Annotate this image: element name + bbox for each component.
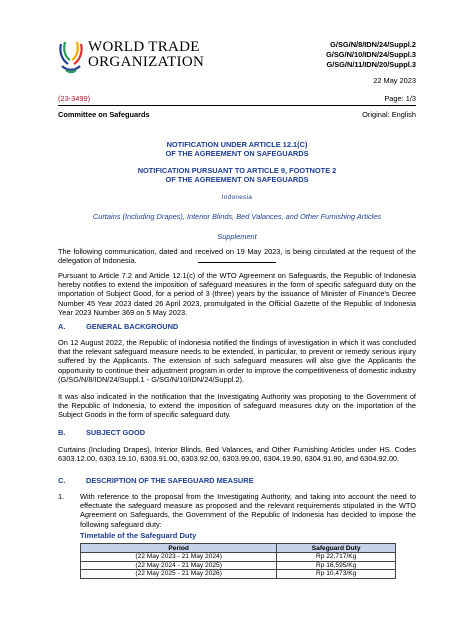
org-name-line2: ORGANIZATION [88,54,205,70]
table-header-duty: Safeguard Duty [277,544,396,553]
section-title: GENERAL BACKGROUND [86,322,179,331]
title-line: OF THE AGREEMENT ON SAFEGUARDS [165,175,309,184]
table-row [81,570,396,579]
divider [198,262,276,263]
table-title: Timetable of the Safeguard Duty [80,531,197,540]
section-c-heading [58,476,254,485]
page-number: Page: 1/3 [384,94,416,103]
section-a-heading [58,322,178,331]
table-cell-duty: Rp 16,595/Kg [277,561,396,570]
wto-logo [58,40,218,76]
job-number: (23-3499) [58,94,91,103]
table-row [81,553,396,562]
item-text: With reference to the proposal from the Investigating Authority, and taking into account the need to effectuate the safeguard measure as proposed and the relevant requirements stipulated in the WTO Agreement on Safeguards, the Government of the Republic of Indonesia has decided to impose the following safeguard duty: [80,492,416,529]
item-number: 1. [58,492,65,501]
title-line: OF THE AGREEMENT ON SAFEGUARDS [165,149,309,158]
section-letter: A. [58,322,66,331]
symbol-line: G/SG/N/8/IDN/24/Suppl.2 [330,40,416,49]
product-title: Curtains (Including Drapes), Interior Blinds, Bed Valances, and Other Furnishing Articles [92,212,382,221]
numbered-item-1 [58,492,416,529]
title-line: NOTIFICATION UNDER ARTICLE 12.1(C) [166,140,308,149]
table-cell-period: (22 May 2024 - 21 May 2025) [81,561,277,570]
notification-title-2 [58,166,416,184]
table-row [81,561,396,570]
title-line: NOTIFICATION PURSUANT TO ARTICLE 9, FOOTNOTE 2 [137,166,337,175]
section-title: SUBJECT GOOD [86,428,146,437]
org-name-line1: WORLD TRADE [88,39,200,55]
section-a-paragraph-1: On 12 August 2022, the Republic of Indonesia notified the findings of investigation in which it was concluded that the relevant safeguard measure needs to be extended, in particular, to prevent or remedy serious injury suffered by the Applicants. The extension of such safeguard measures will also give the Applicants the opportunity to continue their adjustment program in order to improve the competitiveness of domestic industry (G/SG/N/8/IDN/24/Suppl.1 - G/SG/N/10/IDN/24/Suppl.2). [58,338,416,384]
document-symbols [326,40,416,69]
section-letter: B. [58,428,66,437]
committee-name: Committee on Safeguards [58,110,150,119]
notification-title-1 [58,140,416,158]
symbol-line: G/SG/N/11/IDN/20/Suppl.3 [326,59,416,69]
section-b-paragraph: Curtains (Including Drapes), Interior Blinds, Bed Valances, and Other Furnishing Articles under HS. Codes 6303.12.00, 6303.19.10, 6303.91.00, 6303.92.00, 6303.99.00, 6304.19.90, 6304.91.90, and 6304.92.00. [58,445,416,464]
table-cell-duty: Rp 22,717/Kg [277,553,396,562]
section-title: DESCRIPTION OF THE SAFEGUARD MEASURE [86,476,254,485]
document-date: 22 May 2023 [373,76,416,85]
table-header-row [81,544,396,553]
intro-paragraph: The following communication, dated and received on 19 May 2023, is being circulated at the request of the delegation of Indonesia. [58,247,416,266]
member-name: Indonesia [221,194,253,201]
section-a-paragraph-2: It was also indicated in the notification that the Investigating Authority was proposing to the Government of the Republic of Indonesia, to extend the imposition of safeguard measures duty on the importation of the Subject Goods in the form of specific safeguard duty. [58,392,416,420]
table-cell-duty: Rp 10,473/Kg [277,570,396,579]
job-row [58,94,416,106]
section-letter: C. [58,476,66,485]
section-b-heading [58,428,145,437]
original-language: Original: English [362,110,416,119]
safeguard-duty-table [80,543,396,579]
wto-logo-icon [58,40,84,74]
symbol-line: G/SG/N/10/IDN/24/Suppl.3 [326,49,416,59]
supplement-label: Supplement [217,232,257,241]
table-cell-period: (22 May 2023 - 21 May 2024) [81,553,277,562]
table-cell-period: (22 May 2025 - 21 May 2026) [81,570,277,579]
pursuant-paragraph: Pursuant to Article 7.2 and Article 12.1(c) of the WTO Agreement on Safeguards, the Republic of Indonesia hereby notifies to extend the imposition of safeguard measures in the form of specific safeguard duty on the importation of Subject Good, for a period of 3 (three) years by the issuance of Minister of Finance's Decree Number 45 Year 2023 dated 26 April 2023, promulgated in the Official Gazette of the Republic of Indonesia Year 2023 Number 369 on 5 May 2023. [58,271,416,317]
table-header-period: Period [81,544,277,553]
